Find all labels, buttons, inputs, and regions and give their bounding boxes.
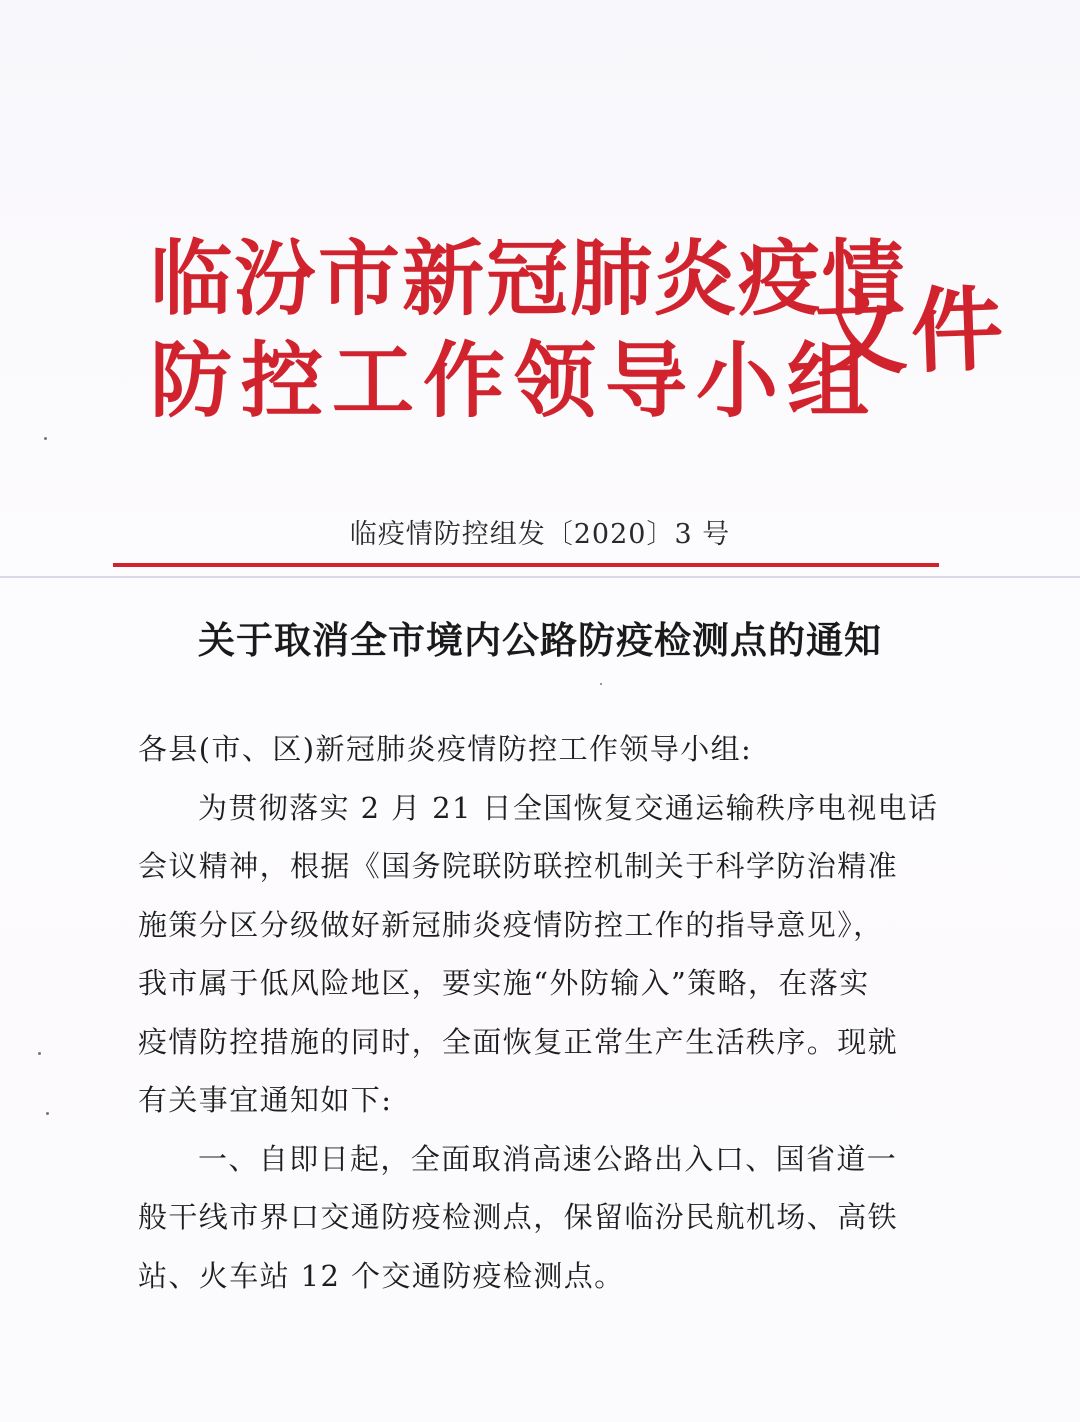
body-line: 一、自即日起，全面取消高速公路出入口、国省道一 (198, 1141, 898, 1176)
body-line: 会议精神，根据《国务院联防联控机制关于科学防治精准 (138, 849, 899, 883)
body-line: 有关事宜通知如下: (138, 1083, 393, 1117)
document-header (150, 228, 1009, 438)
header-title-line-1: 临汾市新冠肺炎疫情 (150, 231, 907, 327)
header-suffix: 文件 (813, 274, 1009, 390)
scan-speck (600, 683, 602, 685)
notice-title: 关于取消全市境内公路防疫检测点的通知 (198, 618, 882, 662)
body-line: 般干线市界口交通防疫检测点，保留临汾民航机场、高铁 (138, 1200, 899, 1234)
body-line: 施策分区分级做好新冠肺炎疫情防控工作的指导意见》， (138, 907, 884, 942)
scan-speck (44, 437, 47, 440)
scan-speck (38, 1052, 41, 1055)
notice-body (138, 720, 939, 1305)
scan-speck (46, 1112, 49, 1115)
body-line: 为贯彻落实 2 月 21 日全国恢复交通运输秩序电视电话 (198, 790, 939, 825)
header-divider (113, 563, 939, 567)
scan-seam (0, 576, 1080, 578)
body-line: 我市属于低风险地区，要实施“外防输入”策略，在落实 (138, 966, 870, 1000)
document-number: 临疫情防控组发〔2020〕3 号 (349, 519, 731, 550)
body-line: 疫情防控措施的同时，全面恢复正常生产生活秩序。现就 (138, 1024, 899, 1059)
body-line: 站、火车站 12 个交通防疫检测点。 (138, 1258, 625, 1293)
body-line-addressee: 各县(市、区)新冠肺炎疫情防控工作领导小组: (138, 732, 753, 766)
header-title-line-2: 防控工作领导小组 (150, 333, 879, 429)
